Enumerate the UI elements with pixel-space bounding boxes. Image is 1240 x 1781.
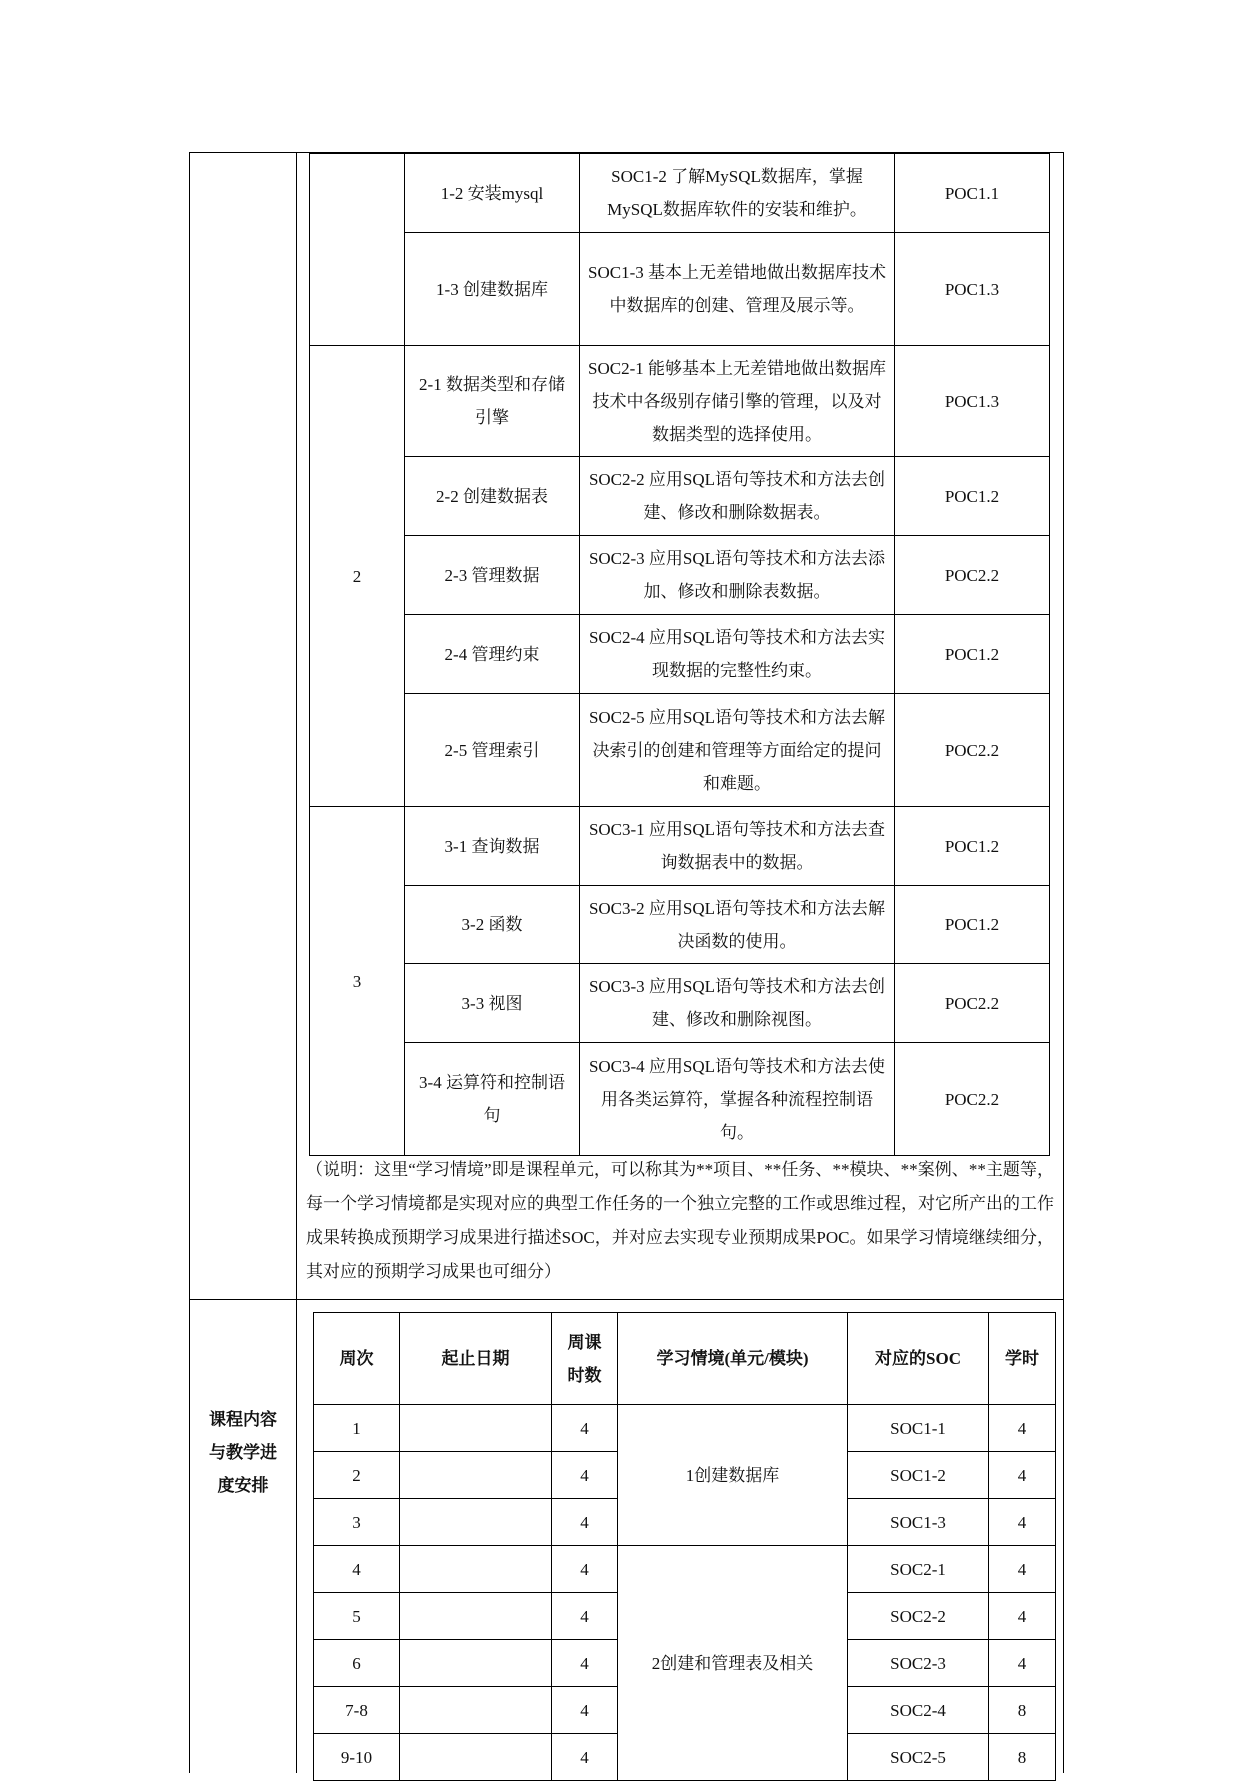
soc-cell: SOC2-3 <box>848 1640 989 1687</box>
soc-cell: SOC2-2 应用SQL语句等技术和方法去创建、修改和删除数据表。 <box>580 457 895 536</box>
table-row <box>310 154 1050 233</box>
topic-cell: 3-1 查询数据 <box>405 807 580 886</box>
dates-cell <box>400 1687 552 1734</box>
poc-cell: POC1.1 <box>895 154 1050 233</box>
dates-cell <box>400 1499 552 1546</box>
topic-cell: 1-3 创建数据库 <box>405 233 580 346</box>
soc-cell: SOC3-3 应用SQL语句等技术和方法去创建、修改和删除视图。 <box>580 964 895 1043</box>
poc-cell: POC2.2 <box>895 964 1050 1043</box>
table-row <box>310 964 1050 1043</box>
unit-cell: 2 <box>310 346 405 807</box>
dates-cell <box>400 1452 552 1499</box>
table-row <box>310 807 1050 886</box>
table-row <box>310 1043 1050 1156</box>
hours-cell: 4 <box>989 1499 1056 1546</box>
topic-cell: 3-3 视图 <box>405 964 580 1043</box>
column-header: 周课时数 <box>552 1313 618 1405</box>
soc-cell: SOC1-3 <box>848 1499 989 1546</box>
hours-per-week-cell: 4 <box>552 1405 618 1452</box>
soc-cell: SOC1-1 <box>848 1405 989 1452</box>
soc-cell: SOC2-5 <box>848 1734 989 1781</box>
soc-cell: SOC3-1 应用SQL语句等技术和方法去查询数据表中的数据。 <box>580 807 895 886</box>
column-divider <box>296 153 297 1773</box>
topic-cell: 3-4 运算符和控制语句 <box>405 1043 580 1156</box>
poc-cell: POC2.2 <box>895 536 1050 615</box>
topic-cell: 2-2 创建数据表 <box>405 457 580 536</box>
soc-cell: SOC3-4 应用SQL语句等技术和方法去使用各类运算符，掌握各种流程控制语句。 <box>580 1043 895 1156</box>
week-cell: 7-8 <box>314 1687 400 1734</box>
explanation-note: （说明：这里“学习情境”即是课程单元，可以称其为**项目、**任务、**模块、**案例、**主题等，每一个学习情境都是实现对应的典型工作任务的一个独立完整的工作或思维过程，对它所产出的工作成果转换成预期学习成果进行描述SOC，并对应去实现专业预期成果POC。如果学习情境继续细分，其对应的预期学习成果也可细分） <box>306 1160 1054 1281</box>
week-cell: 5 <box>314 1593 400 1640</box>
module-cell: 2创建和管理表及相关 <box>618 1546 848 1781</box>
hours-cell: 8 <box>989 1734 1056 1781</box>
week-cell: 2 <box>314 1452 400 1499</box>
poc-cell: POC1.3 <box>895 233 1050 346</box>
week-cell: 4 <box>314 1546 400 1593</box>
hours-per-week-cell: 4 <box>552 1593 618 1640</box>
poc-cell: POC1.3 <box>895 346 1050 457</box>
table-row <box>314 1546 1056 1593</box>
column-header: 学习情境(单元/模块) <box>618 1313 848 1405</box>
table-row <box>310 457 1050 536</box>
hours-per-week-cell: 4 <box>552 1546 618 1593</box>
column-header: 对应的SOC <box>848 1313 989 1405</box>
section-divider <box>190 1299 1063 1300</box>
soc-cell: SOC2-4 <box>848 1687 989 1734</box>
section-label: 课程内容与教学进度安排 <box>209 1410 277 1495</box>
schedule-table <box>313 1312 1056 1781</box>
module-cell: 1创建数据库 <box>618 1405 848 1546</box>
topic-cell: 2-1 数据类型和存储引擎 <box>405 346 580 457</box>
week-cell: 9-10 <box>314 1734 400 1781</box>
soc-cell: SOC1-2 <box>848 1452 989 1499</box>
poc-cell: POC2.2 <box>895 694 1050 807</box>
column-header: 学时 <box>989 1313 1056 1405</box>
week-cell: 3 <box>314 1499 400 1546</box>
learning-outcome-table <box>309 153 1050 1156</box>
hours-per-week-cell: 4 <box>552 1499 618 1546</box>
unit-cell: 3 <box>310 807 405 1156</box>
column-header: 起止日期 <box>400 1313 552 1405</box>
poc-cell: POC2.2 <box>895 1043 1050 1156</box>
table-row <box>310 886 1050 964</box>
soc-cell: SOC1-3 基本上无差错地做出数据库技术中数据库的创建、管理及展示等。 <box>580 233 895 346</box>
hours-per-week-cell: 4 <box>552 1640 618 1687</box>
hours-cell: 4 <box>989 1452 1056 1499</box>
poc-cell: POC1.2 <box>895 615 1050 694</box>
topic-cell: 1-2 安装mysql <box>405 154 580 233</box>
soc-cell: SOC2-2 <box>848 1593 989 1640</box>
course-form <box>189 152 1064 1773</box>
soc-cell: SOC2-1 能够基本上无差错地做出数据库技术中各级别存储引擎的管理，以及对数据类型的选择使用。 <box>580 346 895 457</box>
hours-cell: 4 <box>989 1405 1056 1452</box>
hours-cell: 4 <box>989 1593 1056 1640</box>
dates-cell <box>400 1640 552 1687</box>
soc-cell: SOC2-5 应用SQL语句等技术和方法去解决索引的创建和管理等方面给定的提问和难题。 <box>580 694 895 807</box>
soc-cell: SOC2-3 应用SQL语句等技术和方法去添加、修改和删除表数据。 <box>580 536 895 615</box>
topic-cell: 2-4 管理约束 <box>405 615 580 694</box>
poc-cell: POC1.2 <box>895 807 1050 886</box>
table-row <box>314 1405 1056 1452</box>
column-header: 周次 <box>314 1313 400 1405</box>
dates-cell <box>400 1405 552 1452</box>
hours-per-week-cell: 4 <box>552 1452 618 1499</box>
unit-cell <box>310 154 405 346</box>
hours-cell: 8 <box>989 1687 1056 1734</box>
table-row <box>310 233 1050 346</box>
soc-cell: SOC2-4 应用SQL语句等技术和方法去实现数据的完整性约束。 <box>580 615 895 694</box>
hours-per-week-cell: 4 <box>552 1734 618 1781</box>
dates-cell <box>400 1734 552 1781</box>
table-row <box>310 694 1050 807</box>
topic-cell: 2-3 管理数据 <box>405 536 580 615</box>
hours-cell: 4 <box>989 1640 1056 1687</box>
table-row <box>310 615 1050 694</box>
poc-cell: POC1.2 <box>895 886 1050 964</box>
soc-cell: SOC2-1 <box>848 1546 989 1593</box>
week-cell: 1 <box>314 1405 400 1452</box>
week-cell: 6 <box>314 1640 400 1687</box>
poc-cell: POC1.2 <box>895 457 1050 536</box>
dates-cell <box>400 1593 552 1640</box>
soc-cell: SOC1-2 了解MySQL数据库，掌握MySQL数据库软件的安装和维护。 <box>580 154 895 233</box>
table-row <box>310 536 1050 615</box>
hours-cell: 4 <box>989 1546 1056 1593</box>
soc-cell: SOC3-2 应用SQL语句等技术和方法去解决函数的使用。 <box>580 886 895 964</box>
topic-cell: 2-5 管理索引 <box>405 694 580 807</box>
dates-cell <box>400 1546 552 1593</box>
topic-cell: 3-2 函数 <box>405 886 580 964</box>
table-row <box>310 346 1050 457</box>
hours-per-week-cell: 4 <box>552 1687 618 1734</box>
